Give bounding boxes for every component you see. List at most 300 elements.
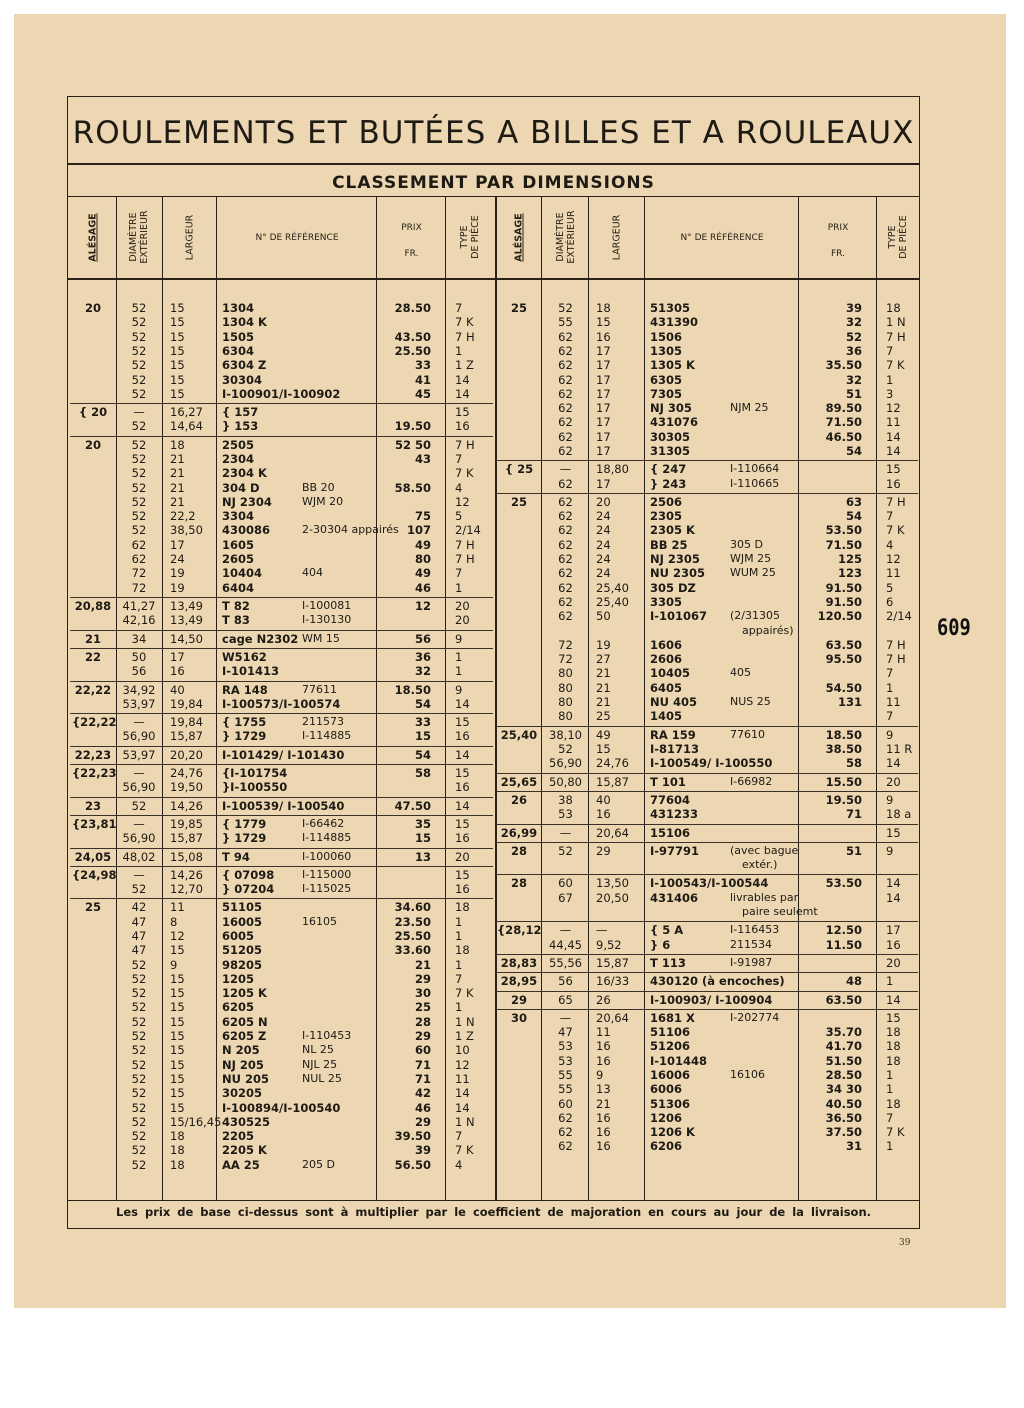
price-cell: 19.50 [825,792,862,807]
reference-cell: 431233 [650,807,699,822]
reference-cell: 30305 [650,429,691,444]
width-cell: 18 [170,1143,185,1158]
price-cell: 18.50 [394,682,431,697]
type-cell: 1 [455,343,463,358]
width-cell: 24 [596,566,611,581]
alt-reference-cell: I-114885 [302,729,352,743]
reference-cell: 431390 [650,315,699,330]
width-cell: 8 [170,914,178,929]
reference-cell: }I-100550 [222,780,288,795]
reference-cell: { 1755 [222,715,267,730]
reference-cell: 51205 [222,943,263,958]
reference-cell: 431406 [650,890,699,905]
reference-cell: 15106 [650,825,691,840]
diameter-cell: 60 [558,1096,573,1111]
price-cell: 37.50 [825,1125,862,1140]
diameter-cell: 56 [558,974,573,989]
alt-reference-cell: livrables par [730,890,799,904]
reference-cell: 2605 [222,552,255,567]
type-cell: 14 [455,1086,470,1101]
header-ref: N° DE RÉFÉRENCE [255,233,339,243]
diameter-cell: 62 [558,580,573,595]
bore-value: 22 [84,649,101,664]
price-cell: 33 [414,715,431,730]
width-cell: 16 [170,664,185,679]
diameter-cell: 56,90 [549,756,582,771]
width-cell: 17 [170,537,185,552]
type-cell: 18 [886,1053,901,1068]
width-cell: 25,40 [596,580,629,595]
table-row [68,462,919,476]
bore-value: 25 [510,494,527,509]
diameter-cell: — [133,816,145,831]
group-separator [495,460,918,461]
alt-reference-cell: 77610 [730,727,765,741]
diameter-cell: 72 [131,580,147,595]
width-cell: 18,80 [596,462,629,477]
type-cell: 11 [886,415,901,430]
reference-cell: 3304 [222,509,255,524]
table-row [68,695,919,709]
type-cell: 1 N [455,1014,475,1029]
type-cell: 7 K [455,466,474,481]
table-row [68,793,919,807]
type-cell: 14 [886,756,901,771]
table-row [68,956,919,970]
width-cell: 18 [596,301,611,315]
header-label: DE PIÈCE [470,215,481,259]
price-cell: 60 [414,1043,431,1058]
price-cell: 18.50 [825,727,862,742]
footer-note: Les prix de base ci-dessus sont à multiplier par le coefficient de majoration en cours au jour de la livraison. [116,1205,871,1219]
diameter-cell: 72 [558,637,573,652]
diameter-cell: 50,80 [549,774,582,789]
alt-reference-cell: I-66982 [730,774,773,788]
diameter-cell: 52 [131,882,147,897]
type-cell: 7 [886,509,894,524]
alt-reference-cell: (2/31305 [730,609,780,623]
type-cell: 9 [886,792,894,807]
type-cell: 7 H [455,552,475,567]
table-row [68,1139,919,1153]
header-bore [514,198,525,278]
width-cell: 24 [596,537,611,552]
type-cell: 1 [455,1000,463,1015]
type-cell: 14 [886,992,901,1007]
diameter-cell: 55,56 [549,955,582,970]
table-row [68,826,919,840]
reference-cell: 6304 [222,343,255,358]
reference-cell: NU 205 [222,1071,269,1086]
alt-reference-cell: NUL 25 [302,1071,342,1085]
table-row [68,477,919,491]
diameter-cell: 47 [558,1025,573,1040]
price-cell: 28.50 [825,1067,862,1082]
width-cell: 21 [170,494,185,509]
price-cell: 39 [414,1143,431,1158]
type-cell: 7 H [455,537,475,552]
alt-reference-cell: 404 [302,566,323,580]
diameter-cell: 52 [131,494,147,509]
diameter-cell: 55 [558,1082,573,1097]
reference-cell: T 83 [222,613,250,628]
alt-reference-cell: 77611 [302,682,337,696]
reference-cell: { 5 A [650,923,684,938]
alt-reference-cell: I-100060 [302,849,352,863]
reference-cell: 1305 [650,343,683,358]
diameter-cell: 72 [131,566,147,581]
diameter-cell: 62 [558,415,573,430]
type-cell: 7 K [455,315,474,330]
reference-cell: RA 148 [222,682,268,697]
price-cell: 28 [414,1014,431,1029]
alt-reference-cell: WJM 20 [302,494,344,508]
diameter-cell: 52 [131,1114,147,1129]
type-cell: 18 [886,1096,901,1111]
reference-cell: T 113 [650,955,686,970]
bore-value: 28 [510,876,527,891]
table-row [68,401,919,415]
diameter-cell: 52 [558,843,573,858]
price-cell: 21 [414,957,431,972]
type-cell: 1 [886,680,894,695]
width-cell: 14,50 [170,631,203,646]
diameter-cell: 62 [131,552,147,567]
type-cell: 16 [455,831,470,846]
table-row [68,523,919,537]
price-cell: 54 [414,747,431,762]
price-cell: 35 [414,816,431,831]
price-cell: 15.50 [825,774,862,789]
diameter-cell: 53,97 [122,747,156,762]
table-row [68,624,919,638]
price-cell: 25 [414,1000,431,1015]
diameter-cell: 47 [131,914,147,929]
diameter-cell: 52 [131,1143,147,1158]
width-cell: 24 [596,509,611,524]
reference-cell: 16006 [650,1067,691,1082]
reference-cell: I-100903/ I-100904 [650,992,773,1007]
reference-cell: 16005 [222,914,263,929]
width-cell: 15 [170,1086,185,1101]
reference-cell: I-97791 [650,843,700,858]
width-cell: 15,87 [596,955,629,970]
diameter-cell: 62 [558,444,573,458]
diameter-cell: 47 [131,943,147,958]
catalog-page [14,14,1006,1308]
reference-cell: 1205 [222,971,255,986]
reference-cell: 1304 [222,301,255,315]
diameter-cell: 52 [131,971,147,986]
diameter-cell: — [133,766,145,780]
price-cell: 32 [845,372,862,387]
width-cell: 50 [596,609,611,624]
diameter-cell: 62 [558,386,573,401]
price-cell: 46 [414,1100,431,1115]
type-cell: 2/14 [455,523,481,538]
alt-reference-cell: BB 20 [302,480,335,494]
group-separator [495,921,918,922]
reference-cell: 6404 [222,580,255,595]
width-cell: 29 [596,843,611,858]
price-cell: 63 [845,494,862,509]
reference-cell: NU 405 [650,695,697,710]
width-cell: 13,49 [170,599,203,613]
diameter-cell: 53 [558,1039,573,1054]
alt-reference-cell: I-115025 [302,882,352,896]
type-cell: 1 [886,974,894,989]
reference-cell: 51306 [650,1096,691,1111]
diameter-cell: 52 [131,1157,147,1172]
diameter-cell: 65 [558,992,573,1007]
reference-cell: I-100543/I-100544 [650,876,769,891]
width-cell: 15 [170,343,185,358]
type-cell: 16 [455,419,470,434]
reference-cell: 1506 [650,329,683,344]
reference-cell: 1205 K [222,986,267,1001]
diameter-cell: 62 [558,552,573,567]
price-cell: 29 [414,971,431,986]
type-cell: 14 [455,696,470,711]
diameter-cell: 52 [558,741,573,756]
reference-cell: 98205 [222,957,263,972]
diameter-cell: 62 [558,476,573,491]
reference-cell: } 1729 [222,729,267,744]
width-cell: 15 [170,301,185,315]
width-cell: 21 [596,695,611,710]
diameter-cell: 62 [558,494,573,509]
price-cell: 52 50 [394,437,431,452]
reference-cell: 2606 [650,652,683,667]
price-cell: 42 [414,1086,431,1101]
table-row [68,509,919,523]
bore-value: 28,95 [500,974,538,989]
price-cell: 63.50 [825,992,862,1007]
type-cell: 6 [886,594,894,609]
type-cell: 3 [886,386,894,401]
reference-cell: 6005 [222,928,255,943]
bore-value: 30 [510,1010,527,1025]
width-cell: 24 [170,552,185,567]
price-cell: 54 [845,509,862,524]
type-cell: 18 [886,1025,901,1040]
bore-value: 20,88 [74,599,112,613]
reference-cell: 7305 [650,386,683,401]
table-row [68,681,919,695]
diameter-cell: 52 [131,1100,147,1115]
alt-reference-cell: WUM 25 [730,566,776,580]
diameter-cell: 44,45 [549,937,582,952]
reference-cell: 2305 K [650,523,695,538]
alt-reference-cell: extér.) [742,858,778,872]
header-ref: N° DE RÉFÉRENCE [680,233,764,243]
price-cell: 54 [845,444,862,458]
type-cell: 9 [455,631,463,646]
price-cell: 71.50 [825,415,862,430]
price-cell: 15 [414,831,431,846]
width-cell: 18 [170,1157,185,1172]
width-cell: 12 [170,928,185,943]
reference-cell: 6006 [650,1082,683,1097]
diameter-cell: 52 [131,957,147,972]
price-cell: 36.50 [825,1110,862,1125]
width-cell: 21 [170,451,185,466]
width-cell: 9,52 [596,937,622,952]
width-cell: 15,87 [170,831,203,846]
table-row [68,666,919,680]
diameter-cell: 80 [558,695,573,710]
reference-cell: T 94 [222,849,250,864]
type-cell: 14 [886,876,901,891]
price-cell: 23.50 [394,914,431,929]
table-row [68,1158,919,1172]
type-cell: 7 H [886,652,906,667]
diameter-cell: 62 [558,372,573,387]
diameter-cell: 48,02 [122,849,156,864]
type-cell: 15 [455,867,470,882]
price-cell: 51.50 [825,1053,862,1068]
diameter-cell: 52 [131,1057,147,1072]
header-larg [612,198,623,278]
width-cell: 24,76 [596,756,629,771]
width-cell: 15 [170,386,185,401]
bore-value: {24,98 [72,867,117,882]
reference-cell: I-101448 [650,1053,708,1068]
diameter-cell: 41,27 [122,599,156,613]
header-label: ALÉSAGE [513,213,525,262]
header-label: TYPE [459,225,470,249]
diameter-cell: 60 [558,876,573,891]
width-cell: 9 [596,1067,604,1082]
diameter-cell: 72 [558,652,573,667]
diameter-cell: 47 [131,928,147,943]
diameter-cell: 52 [131,372,147,387]
price-cell: 75 [414,509,431,524]
width-cell: 13,49 [170,613,203,628]
table-row [68,330,919,344]
width-cell: 21 [596,680,611,695]
width-cell: 17 [596,372,611,387]
type-cell: 11 [455,1071,470,1086]
header-label: LARGEUR [184,214,196,261]
diameter-cell: 62 [558,1139,573,1154]
price-cell: 71.50 [825,537,862,552]
reference-cell: { 157 [222,405,259,420]
type-cell: 7 [886,666,894,681]
type-cell: 20 [886,955,901,970]
bore-value: 25,40 [500,727,538,742]
type-cell: 1 Z [455,358,474,373]
table-row [68,993,919,1007]
price-cell: 56 [414,631,431,646]
price-cell: 36 [414,649,431,664]
price-cell: 35.50 [825,358,862,373]
diameter-cell: 56,90 [122,729,156,744]
bore-value: 28,83 [500,955,538,970]
page-title: ROULEMENTS ET BUTÉES A BILLES ET A ROULEAUX [72,115,915,151]
reference-cell: 1304 K [222,315,267,330]
width-cell: 15 [170,372,185,387]
reference-cell: 77604 [650,792,691,807]
reference-cell: 1605 [222,537,255,552]
reference-cell: } 1729 [222,831,267,846]
price-cell: 71 [414,1057,431,1072]
type-cell: 20 [455,849,470,864]
price-cell: 80 [414,552,431,567]
alt-reference-cell: 16106 [730,1067,765,1081]
width-cell: 15 [596,315,611,330]
price-cell: 34.60 [394,900,431,915]
price-cell: 31 [845,1139,862,1154]
bore-value: {22,23 [72,766,117,780]
bore-value: { 25 [504,462,534,477]
diameter-cell: 52 [131,343,147,358]
table-frame [67,96,920,1229]
price-cell: 30 [414,986,431,1001]
width-cell: 17 [596,343,611,358]
alt-reference-cell: NJL 25 [302,1057,338,1071]
price-cell: 38.50 [825,741,862,756]
price-cell: 71 [414,1071,431,1086]
table-row [68,1082,919,1096]
table-row [68,387,919,401]
type-cell: 7 [455,971,463,986]
diameter-cell: 62 [558,329,573,344]
diameter-cell: 34 [131,631,147,646]
diameter-cell: — [559,1010,572,1025]
alt-reference-cell: I-66462 [302,816,345,830]
price-cell: 36 [845,343,862,358]
type-cell: 14 [886,890,901,905]
price-cell: 56.50 [394,1157,431,1172]
width-cell: 21 [170,466,185,481]
alt-reference-cell: 205 D [302,1157,335,1171]
table-row [68,430,919,444]
diameter-cell: 55 [558,315,573,330]
price-cell: 46.50 [825,429,862,444]
alt-reference-cell: paire seulemt [742,904,818,918]
price-cell: 11.50 [825,937,862,952]
table-row [68,1054,919,1068]
type-cell: 15 [455,405,470,420]
type-cell: 7 H [886,329,906,344]
type-cell: 1 N [886,315,906,330]
alt-reference-cell: 405 [730,666,751,680]
header-dia [128,197,150,277]
type-cell: 15 [886,462,901,477]
width-cell: 24 [596,552,611,567]
group-separator [495,972,918,973]
diameter-cell: 62 [558,429,573,444]
table-row [68,923,919,937]
group-separator [495,791,918,792]
price-cell: 51 [845,386,862,401]
header-type [887,197,909,277]
reference-cell: {I-101754 [222,766,288,780]
header-label: DIAMÈTRE [128,212,139,262]
reference-cell: BB 25 [650,537,688,552]
width-cell: 15,87 [170,729,203,744]
type-cell: 7 [886,1110,894,1125]
header-prix: PRIX [401,223,422,233]
diameter-cell: 80 [558,680,573,695]
reference-cell: AA 25 [222,1157,260,1172]
group-separator [495,954,918,955]
diameter-cell: 52 [131,1071,147,1086]
reference-cell: { 07098 [222,867,275,882]
width-cell: 16/33 [596,974,630,989]
width-cell: 22,2 [170,509,196,524]
